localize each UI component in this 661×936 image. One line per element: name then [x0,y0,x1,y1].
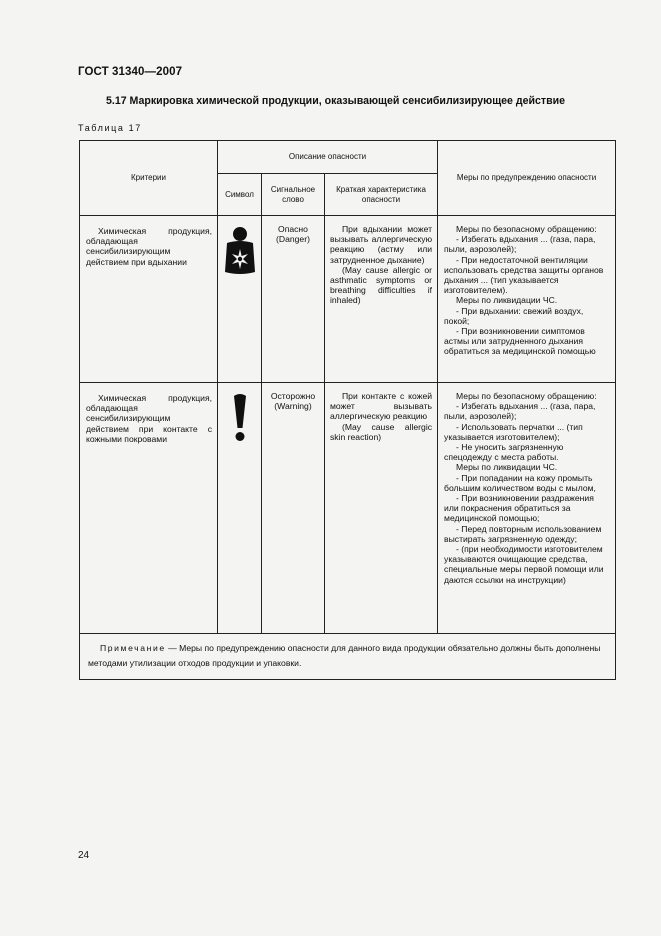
signal-word-cell [262,383,325,634]
short-ru: При контакте с кожей может вызывать аллергическую реакцию [330,391,433,422]
symbol-cell [218,216,262,383]
exclamation-mark-icon [232,393,248,443]
short-characteristic-cell [325,216,438,383]
measure-line: - При недостаточной вентиляции использовать средства защиты органов дыхания ... (тип указывается изготовителем). [444,254,604,296]
table-label: Таблица 17 [78,123,142,133]
note-text: — Меры по предупреждению опасности для данного вида продукции обязательно должны быть дополнены методами утилизации отходов продукции и упаковки. [88,643,601,668]
page-number: 24 [78,850,90,861]
measure-line: Меры по ликвидации ЧС. [456,295,558,306]
criteria-text: Химическая продукция, обладающая сенсибилизирующим действием при вдыхании [86,226,212,267]
measure-line: - Избегать вдыхания ... (газа, пара, пыли, аэрозолей); [444,234,596,255]
measure-line: - Не уносить загрязненную спецодежду с места работы. [444,442,564,463]
document-code: ГОСТ 31340—2007 [78,66,183,78]
measure-line: - При возникновении раздражения или покраснения обратиться за медицинской помощью; [444,493,594,524]
table-note-row [80,634,616,680]
signal-word-danger: Опасно (Danger) [276,224,310,245]
hazard-table [79,140,616,680]
symbol-cell [218,383,262,634]
measure-line: - Использовать перчатки ... (тип указывается изготовителем); [444,421,583,442]
header-short-characteristic: Краткая характеристика опасности [325,174,438,216]
measure-line: - Избегать вдыхания ... (газа, пара, пыли, аэрозолей); [444,401,596,422]
section-title: 5.17 Маркировка химической продукции, оказывающей сенсибилизирующее действие [106,95,566,107]
criteria-text: Химическая продукция, обладающая сенсибилизирующим действием при контакте с кожными покровами [86,393,212,444]
header-signal-word: Сигнальное слово [262,174,325,216]
short-en: (May cause allergic skin reaction) [330,421,433,442]
header-hazard-description: Описание опасности [218,141,438,174]
measure-line: Меры по безопасному обращению: [456,224,597,234]
measures-cell [438,383,616,634]
table-note [80,634,616,680]
measure-line: - Перед повторным использованием выстирать загрязненную одежду; [444,523,602,544]
measure-line: - При вдыхании: свежий воздух, покой; [444,305,584,326]
header-precautions: Меры по предупреждению опасности [438,141,616,216]
table-row [80,216,616,383]
header-symbol: Символ [218,174,262,216]
health-hazard-icon [223,226,257,276]
short-characteristic-cell [325,383,438,634]
table-row [80,383,616,634]
criteria-cell [80,383,218,634]
measure-line: - (при необходимости изготовителем указываются очищающие средства, специальные меры первой помощи или даются ссылки на инструкции) [444,544,604,585]
header-criteria: Критерии [80,141,218,216]
measure-line: Меры по ликвидации ЧС. [456,462,558,473]
measure-line: Меры по безопасному обращению: [456,391,597,401]
measures-cell [438,216,616,383]
note-label: Примечание [100,643,166,653]
criteria-cell [80,216,218,383]
measure-line: - При возникновении симптомов астмы или затрудненного дыхания обратиться за медицинской помощью [444,326,596,357]
short-en: (May cause allergic or asthmatic symptoms or breathing difficulties if inhaled) [330,264,433,306]
signal-word-warning: Осторожно (Warning) [270,391,316,412]
short-ru: При вдыхании может вызывать аллергическую реакцию (астму или затрудненное дыхание) [330,224,433,265]
measure-line: - При попадании на кожу промыть большим количеством воды с мылом, [444,472,596,493]
signal-word-cell [262,216,325,383]
